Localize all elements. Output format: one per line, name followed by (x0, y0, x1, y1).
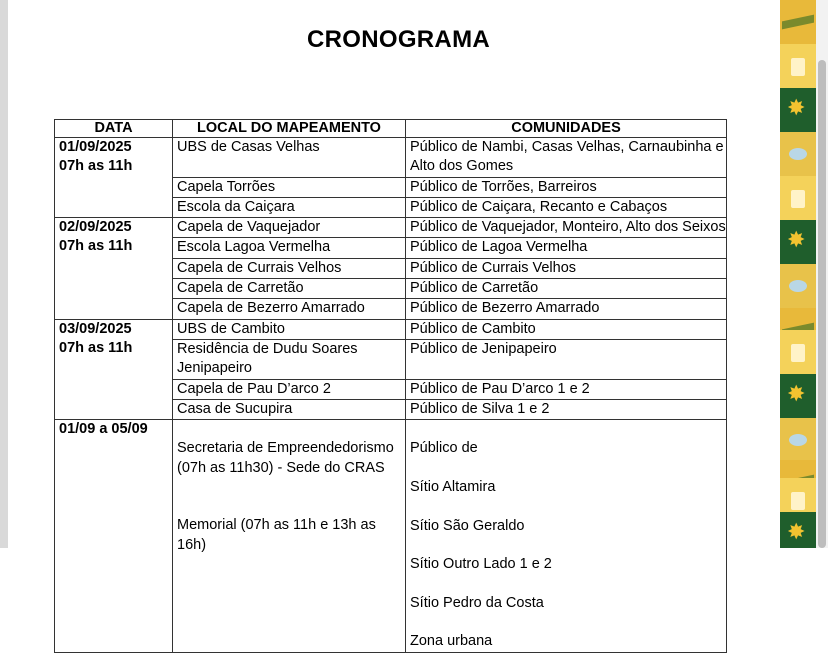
pot-icon (780, 132, 816, 176)
date-cell (55, 319, 173, 419)
community-line: Sítio São Geraldo (410, 517, 525, 534)
date-label: 01/09 a 05/09 (59, 421, 148, 438)
left-margin (0, 0, 8, 548)
sun-icon (780, 220, 816, 264)
wheat-icon (780, 0, 816, 44)
community-line: Sítio Altamira (410, 479, 496, 496)
table-row (55, 218, 727, 238)
sun-icon (780, 374, 816, 418)
location-cell: Residência de Dudu Soares Jenipapeiro (173, 339, 406, 379)
communities-cell: Público de Pau D’arco 1 e 2 (406, 379, 727, 399)
communities-cell: Público de Bezerro Amarrado (406, 299, 727, 319)
sun-icon (780, 88, 816, 132)
date-cell (55, 218, 173, 319)
location-cell: Casa de Sucupira (173, 399, 406, 419)
community-line: Público de (410, 440, 478, 457)
location-cell (173, 420, 406, 653)
communities-cell: Público de Lagoa Vermelha (406, 238, 727, 258)
time-label: 07h as 11h (59, 339, 133, 356)
decorative-side-strip (780, 0, 816, 548)
communities-cell: Público de Jenipapeiro (406, 339, 727, 379)
table-row (55, 138, 727, 178)
time-label: 07h as 11h (59, 158, 133, 175)
document-title: CRONOGRAMA (307, 26, 490, 53)
date-label: 03/09/2025 (59, 320, 132, 337)
communities-cell: Público de Caiçara, Recanto e Cabaços (406, 197, 727, 217)
community-line: Sítio Pedro da Costa (410, 594, 544, 611)
communities-cell (406, 420, 727, 653)
table-row (55, 319, 727, 339)
communities-cell: Público de Nambi, Casas Velhas, Carnaubinha e Alto dos Gomes (406, 138, 727, 178)
location-memorial: Memorial (07h as 11h e 13h as 16h) (177, 517, 376, 553)
location-cell: Capela de Carretão (173, 279, 406, 299)
spacer (177, 478, 405, 497)
communities-cell: Público de Torrões, Barreiros (406, 177, 727, 197)
candle-icon (780, 330, 816, 374)
location-cell: Capela Torrões (173, 177, 406, 197)
date-cell (55, 138, 173, 218)
header-location: LOCAL DO MAPEAMENTO (173, 120, 406, 138)
header-date: DATA (55, 120, 173, 138)
location-cell: Capela de Bezerro Amarrado (173, 299, 406, 319)
location-cell: UBS de Cambito (173, 319, 406, 339)
table-row (55, 420, 727, 653)
schedule-table (54, 119, 727, 653)
location-cell: Capela de Currais Velhos (173, 258, 406, 278)
communities-cell: Público de Silva 1 e 2 (406, 399, 727, 419)
communities-cell: Público de Carretão (406, 279, 727, 299)
location-cell: Capela de Vaquejador (173, 218, 406, 238)
scrollbar-thumb[interactable] (818, 60, 826, 548)
communities-cell: Público de Cambito (406, 319, 727, 339)
location-secretaria: Secretaria de Empreendedorismo (07h as 11h30) - Sede do CRAS (177, 440, 394, 476)
header-communities: COMUNIDADES (406, 120, 727, 138)
time-label: 07h as 11h (59, 238, 133, 255)
community-line: Sítio Outro Lado 1 e 2 (410, 556, 552, 573)
communities-cell: Público de Currais Velhos (406, 258, 727, 278)
candle-icon (780, 44, 816, 88)
date-label: 01/09/2025 (59, 139, 132, 155)
table-header-row (55, 120, 727, 138)
pot-icon (780, 418, 816, 462)
pot-icon (780, 264, 816, 308)
location-cell: Capela de Pau D’arco 2 (173, 379, 406, 399)
communities-cell: Público de Vaquejador, Monteiro, Alto dos Seixos (406, 218, 727, 238)
community-line: Zona urbana (410, 633, 493, 650)
sun-icon (780, 512, 816, 548)
location-cell: Escola Lagoa Vermelha (173, 238, 406, 258)
date-label: 02/09/2025 (59, 219, 132, 236)
candle-icon (780, 176, 816, 220)
date-cell (55, 420, 173, 653)
location-cell: Escola da Caiçara (173, 197, 406, 217)
location-cell: UBS de Casas Velhas (173, 138, 406, 178)
